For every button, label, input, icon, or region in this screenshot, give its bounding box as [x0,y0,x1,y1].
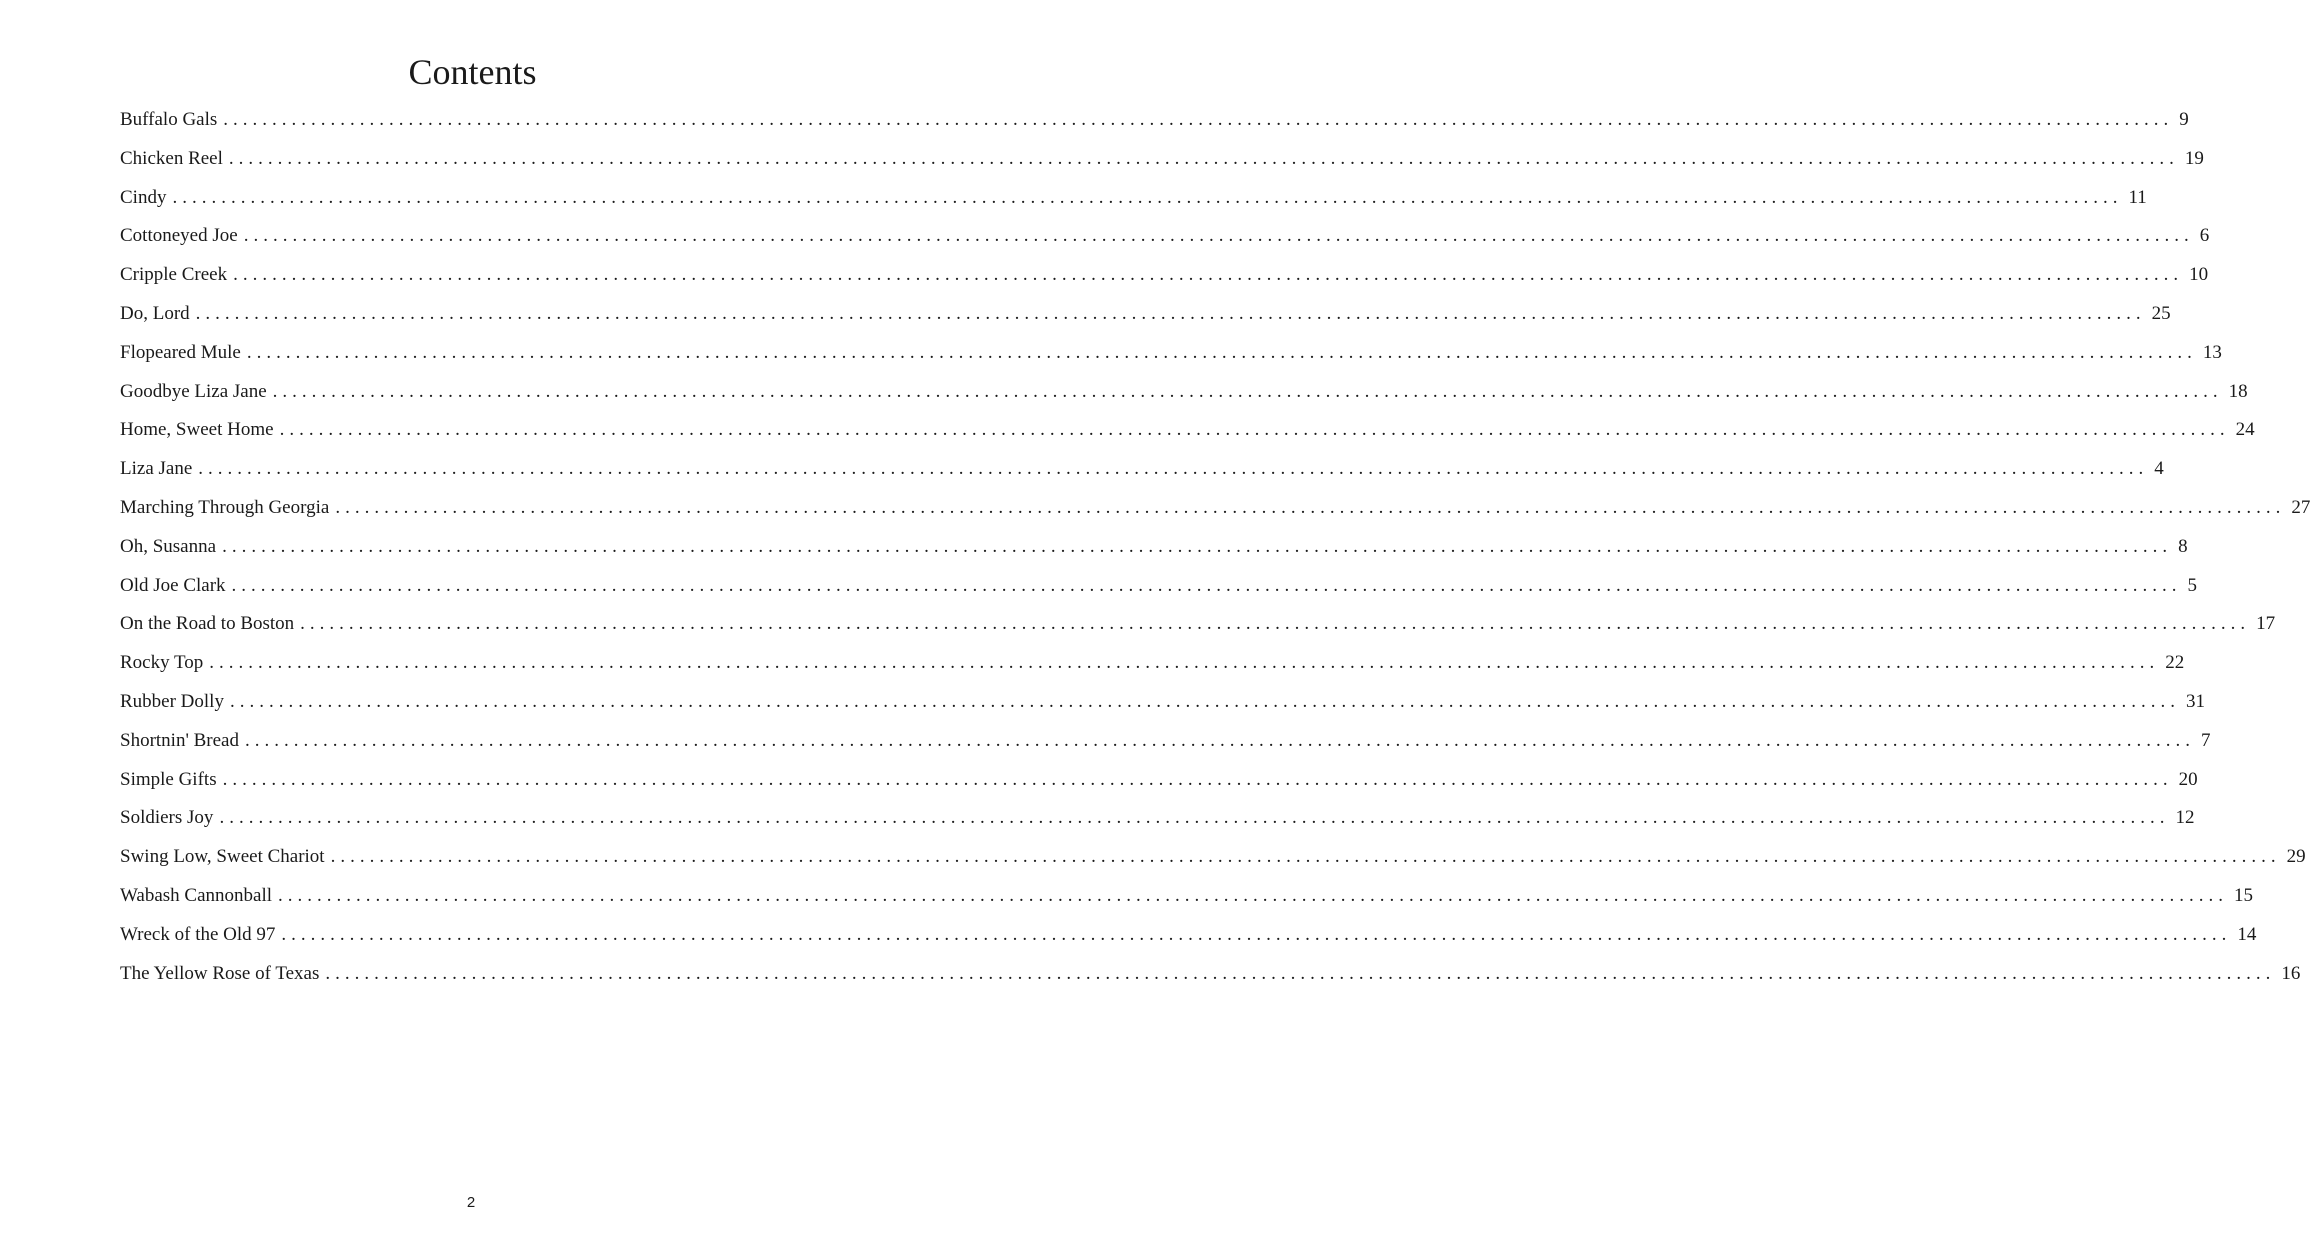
dot-leader: ........................................................................................................................................................................................................ [243,225,2194,247]
toc-entry-title: Chicken Reel [120,147,223,169]
toc-entry-title: Flopeared Mule [120,341,241,363]
toc-entry-title: Oh, Susanna [120,535,217,557]
toc-entry-title: Buffalo Gals [120,109,218,130]
toc-entry-page: 10 [2189,264,2209,286]
page-number: 2 [466,1194,476,1211]
dot-leader: ........................................................................................................................................................................................................ [219,807,2170,829]
toc-entry [120,492,2310,531]
toc-entry [120,919,2257,958]
toc-entry [120,608,2276,647]
dot-leader: ........................................................................................................................................................................................................ [228,147,2179,169]
toc-entry-page: 5 [2187,574,2198,596]
toc-entry-page: 27 [2291,496,2310,518]
toc-entry-title: Goodbye Liza Jane [120,380,267,402]
toc-entry [120,143,2204,182]
toc-entry-page: 20 [2178,768,2198,790]
toc-entry [120,802,2195,841]
dot-leader: ........................................................................................................................................................................................................ [209,652,2160,674]
toc-entry-page: 4 [2154,458,2164,480]
dot-leader: ........................................................................................................................................................................................................ [272,380,2223,402]
dot-leader: ........................................................................................................................................................................................................ [172,186,2123,208]
toc-entry-title: Rubber Dolly [120,690,224,712]
toc-entry-page: 15 [2234,884,2254,906]
toc-entry-title: Shortnin' Bread [120,729,239,751]
dot-leader: ........................................................................................................................................................................................................ [198,458,2149,480]
toc-entry [120,376,2248,415]
dot-leader: ........................................................................................................................................................................................................ [223,109,2174,130]
dot-leader: ........................................................................................................................................................................................................ [335,496,2286,518]
toc-entry [120,764,2198,803]
toc-entry-title: Liza Jane [120,458,193,480]
toc-entry [120,220,2210,259]
toc-entry-title: Old Joe Clark [120,574,226,596]
dot-leader: ........................................................................................................................................................................................................ [195,302,2146,324]
toc-entry-page: 29 [2286,846,2306,868]
dot-leader: ........................................................................................................................................................................................................ [281,923,2232,945]
toc-entry [120,531,2188,570]
toc-entry-title: On the Road to Boston [120,613,295,635]
toc-entry-title: Swing Low, Sweet Chariot [120,846,325,868]
dot-leader: ........................................................................................................................................................................................................ [246,341,2197,363]
toc-entry [120,647,2185,686]
toc-entry [120,841,2306,880]
toc-entry-page: 24 [2235,419,2255,441]
dot-leader: ........................................................................................................................................................................................................ [231,574,2182,596]
toc-entry [120,570,2198,609]
dot-leader: ........................................................................................................................................................................................................ [330,846,2281,868]
toc-entry [120,337,2222,376]
toc-entry-page: 25 [2151,302,2171,324]
toc-entry-page: 17 [2256,613,2276,635]
dot-leader: ........................................................................................................................................................................................................ [325,962,2276,984]
toc-entry [120,958,2301,997]
toc-entry-page: 12 [2175,807,2195,829]
toc-entry-title: Cindy [120,186,167,208]
toc-entry-page: 31 [2185,690,2205,712]
table-of-contents [120,104,2310,996]
toc-entry-title: Home, Sweet Home [120,419,274,441]
dot-leader: ........................................................................................................................................................................................................ [222,768,2173,790]
toc-entry-page: 6 [2199,225,2210,247]
toc-entry-page: 16 [2281,962,2301,984]
toc-entry-title: Wreck of the Old 97 [120,923,276,945]
page-title: Contents [408,52,537,92]
dot-leader: ........................................................................................................................................................................................................ [222,535,2173,557]
dot-leader: ........................................................................................................................................................................................................ [233,264,2184,286]
toc-entry-title: Simple Gifts [120,768,217,790]
toc-entry-page: 13 [2202,341,2222,363]
toc-entry-page: 11 [2128,186,2147,208]
toc-entry [120,880,2254,919]
toc-entry-page: 22 [2165,652,2185,674]
toc-entry [120,104,2189,143]
dot-leader: ........................................................................................................................................................................................................ [278,884,2229,906]
toc-entry [120,725,2211,764]
toc-entry-page: 14 [2237,923,2257,945]
toc-entry-page: 18 [2228,380,2248,402]
toc-entry-title: Do, Lord [120,302,190,324]
dot-leader: ........................................................................................................................................................................................................ [279,419,2230,441]
toc-entry-page: 7 [2201,729,2211,751]
toc-entry-title: Soldiers Joy [120,807,214,829]
dot-leader: ........................................................................................................................................................................................................ [300,613,2251,635]
toc-entry-title: Rocky Top [120,652,204,674]
dot-leader: ........................................................................................................................................................................................................ [245,729,2195,751]
toc-entry-title: Cottoneyed Joe [120,225,238,247]
toc-entry [120,686,2205,725]
dot-leader: ........................................................................................................................................................................................................ [229,690,2180,712]
toc-entry-title: Wabash Cannonball [120,884,273,906]
toc-entry-title: Marching Through Georgia [120,496,330,518]
toc-entry-page: 19 [2184,147,2204,169]
toc-entry [120,453,2164,492]
toc-entry [120,414,2255,453]
toc-entry [120,259,2209,298]
toc-entry-title: The Yellow Rose of Texas [120,962,320,984]
toc-entry [120,298,2171,337]
toc-entry-page: 9 [2179,109,2189,130]
toc-entry-page: 8 [2178,535,2188,557]
toc-entry-title: Cripple Creek [120,264,228,286]
toc-entry [120,182,2147,221]
